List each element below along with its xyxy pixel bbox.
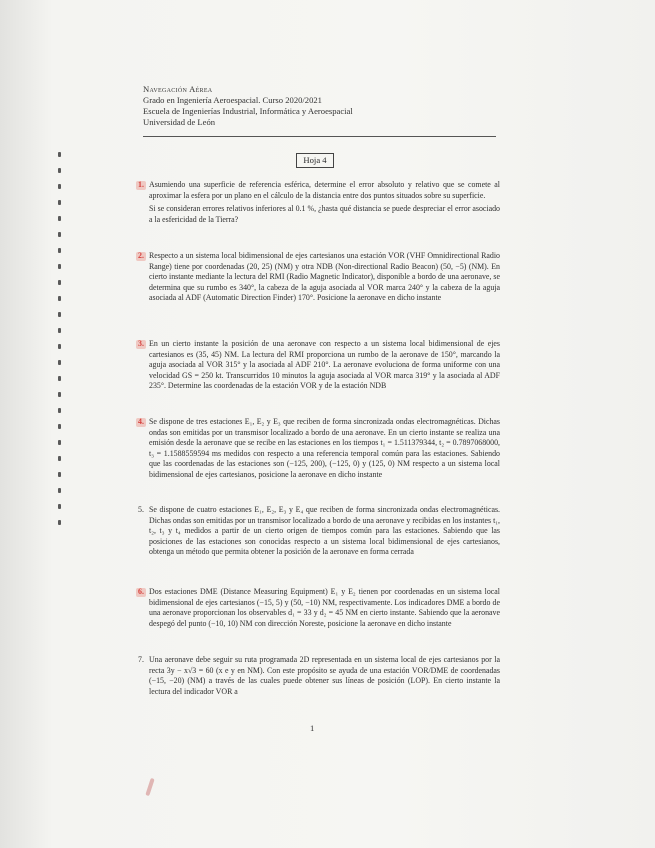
problem-text: Una aeronave debe seguir su ruta programada 2D representada en un sistema local de ejes cartesianos por la recta 3y − x√3 = 60 (x e y en NM). Con este propósito se ayuda de una estación VOR/DME de coordenadas (−15, −20) (NM) a través de las cuales puede obtener sus líneas de posición (LOP). En cierto instante la lectura del indicador VOR a [149, 655, 500, 696]
document-header [143, 84, 353, 128]
problem-text: Asumiendo una superficie de referencia esférica, determine el error absoluto y relativo que se comete al aproximar la esfera por un plano en el cálculo de la distancia entre dos puntos situados sobre su superficie. [149, 180, 500, 200]
page-number: 1 [310, 723, 315, 733]
problem-text: Si se consideran errores relativos inferiores al 0.1 %, ¿hasta qué distancia se puede despreciar el error asociado a la esfericidad de la Tierra? [149, 204, 500, 224]
problem-item [138, 339, 500, 395]
problem-number: 4. [138, 417, 148, 428]
problem-item [138, 417, 500, 484]
problem-item [138, 655, 500, 700]
header-divider [143, 136, 496, 137]
problem-number: 5. [138, 505, 144, 514]
problem-number: 2. [138, 251, 148, 262]
degree-line: Grado en Ingeniería Aeroespacial. Curso 2020/2021 [143, 95, 322, 105]
problem-number: 6. [138, 587, 148, 598]
problem-item [138, 505, 500, 561]
problem-item [138, 587, 500, 632]
sheet-title-box: Hoja 4 [296, 153, 334, 168]
problem-text: Respecto a un sistema local bidimensional de ejes cartesianos una estación VOR (VHF Omnidirectional Radio Range) tiene por coordenadas (20, 25) (NM) y otra NDB (Non-directional Radio Beacon) (50, −5) (NM). En cierto instante mediante la lectura del RMI (Radio Magnetic Indicator), disponible a bordo de una aeronave, se determina que su rumbo es 340°, la cabeza de la aguja asociada al VOR marca 240° y la cabeza de la aguja asociada al ADF (Automatic Direction Finder) 170°. Posicione la aeronave en dicho instante [149, 251, 500, 303]
problem-number: 3. [138, 339, 148, 350]
problem-item [138, 251, 500, 307]
problem-number: 1. [138, 180, 148, 191]
problem-text: En un cierto instante la posición de una aeronave con respecto a un sistema local bidimensional de ejes cartesianos es (35, 45) NM. La lectura del RMI proporciona un rumbo de la aeronave de 150°, marcando la aguja asociada al VOR 315° y la asociada al ADF 210°. La aeronave evoluciona de forma uniforme con una velocidad GS = 250 kt. Transcurridos 10 minutos la aguja asociada al VOR marca 319° y la asociada al ADF 235°. Determine las coordenadas de la estación VOR y de la estación NDB [149, 339, 500, 391]
problem-item [138, 180, 500, 228]
course-name: Navegación Aérea [143, 84, 213, 94]
pen-mark [145, 778, 154, 796]
school-line: Escuela de Ingenierías Industrial, Informática y Aeroespacial [143, 106, 353, 116]
university-line: Universidad de León [143, 117, 216, 127]
problem-text: Dos estaciones DME (Distance Measuring Equipment) E₁ y E₂ tienen por coordenadas en un sistema local bidimensional de ejes cartesianos (−15, 5) y (50, −10) NM, respectivamente. Los indicadores DME a bordo de una aeronave proporcionan los observables d₁ = 33 y d₂ = 45 NM en cierto instante. Sabiendo que la aeronave despegó del punto (−10, 10) NM con dirección Noreste, posicione la aeronave en dicho instante [149, 587, 500, 628]
problem-number: 7. [138, 655, 144, 664]
problem-text: Se dispone de cuatro estaciones E₁, E₂, E₃ y E₄ que reciben de forma sincronizada ondas electromagnéticas. Dichas ondas son emitidas por un transmisor localizado a bordo de una aeronave y recibidas en los instantes t₁, t₂, t₃ y t₄ medidos a partir de un cierto origen de tiempos común para las estaciones. Sabiendo que las posiciones de las estaciones son conocidas respecto a un sistema local bidimensional de ejes cartesianos, obtenga un método que permita obtener la posición de la aeronave en forma cerrada [149, 505, 500, 557]
problem-text: Se dispone de tres estaciones E₁, E₂ y E₃ que reciben de forma sincronizada ondas electromagnéticas. Dichas ondas son emitidas por un transmisor localizado a bordo de una aeronave. En un cierto instante se realiza una emisión desde la aeronave que se recibe en las estaciones en los tiempos t₁ = 1.511379344, t₂ = 0.7897068000, t₃ = 1.1588559594 ms medidos con respecto a una referencia temporal común para las estaciones. Sabiendo que las coordenadas de las estaciones son (−125, 200), (−125, 0) y (125, 0) NM respecto a un sistema local bidimensional de ejes cartesianos, posicione la aeronave en dicho instante [149, 417, 500, 479]
